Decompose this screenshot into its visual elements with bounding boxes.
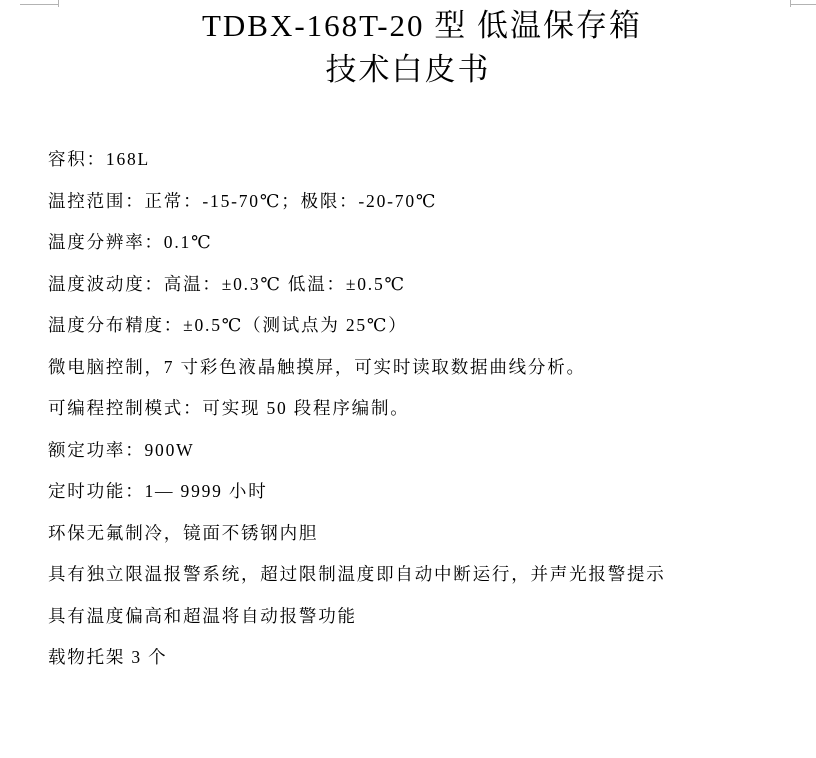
spec-uniformity: 温度分布精度：±0.5℃（测试点为 25℃） xyxy=(48,315,408,335)
spec-temp-range: 温控范围：正常：-15-70℃；极限：-20-70℃ xyxy=(48,190,438,211)
spec-list xyxy=(48,139,796,679)
spec-timer: 定时功能：1— 9999 小时 xyxy=(48,481,268,501)
document-title xyxy=(0,4,816,92)
spec-shelves: 载物托架 3 个 xyxy=(48,647,168,667)
spec-capacity: 容积：168L xyxy=(48,149,151,169)
spec-fluctuation: 温度波动度：高温：±0.3℃ 低温：±0.5℃ xyxy=(48,273,406,294)
spec-rated-power: 额定功率：900W xyxy=(48,439,195,460)
spec-resolution: 温度分辨率：0.1℃ xyxy=(48,232,213,252)
spec-controller: 微电脑控制，7 寸彩色液晶触摸屏，可实时读取数据曲线分析。 xyxy=(48,356,586,377)
spec-limit-alarm: 具有独立限温报警系统，超过限制温度即自动中断运行，并声光报警提示 xyxy=(48,564,666,584)
title-line-subtitle: 技术白皮书 xyxy=(325,52,491,87)
spec-overtemp-alarm: 具有温度偏高和超温将自动报警功能 xyxy=(48,605,357,626)
spec-program-mode: 可编程控制模式：可实现 50 段程序编制。 xyxy=(48,398,410,418)
spec-refrigeration: 环保无氟制冷，镜面不锈钢内胆 xyxy=(48,522,319,543)
title-line-model: TDBX-168T-20 型 低温保存箱 xyxy=(201,8,643,43)
